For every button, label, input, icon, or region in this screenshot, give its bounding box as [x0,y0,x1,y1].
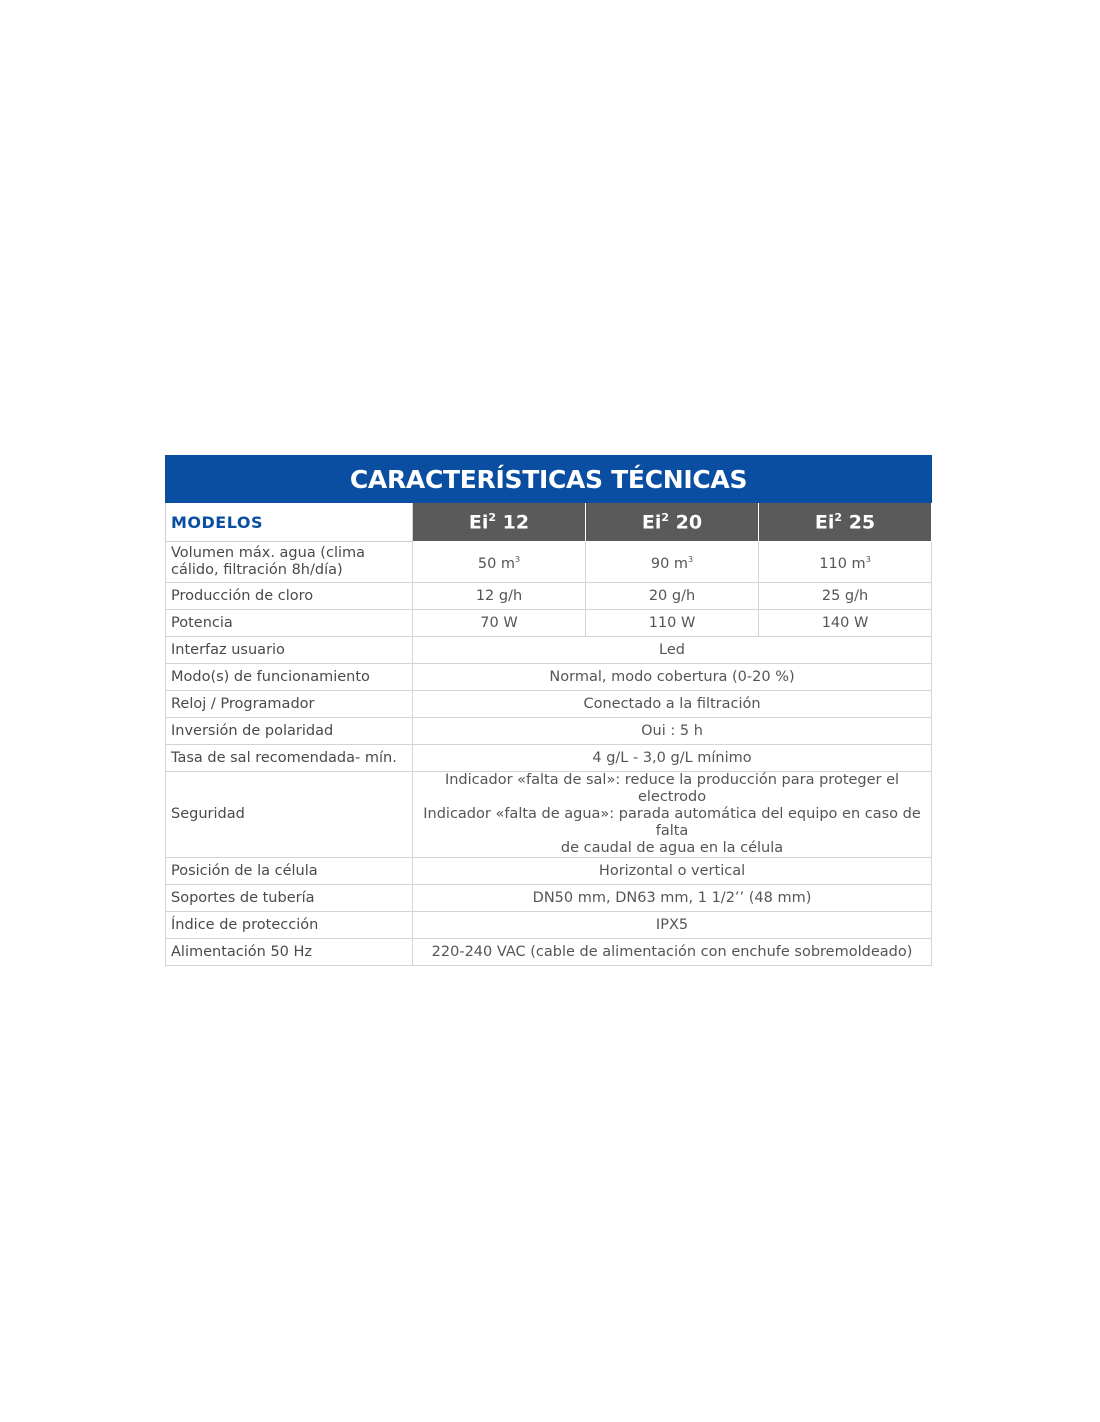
row-reloj [166,691,932,718]
row-label: Posición de la célula [166,858,413,885]
value-cell: 25 g/h [759,583,932,610]
row-label: Reloj / Programador [166,691,413,718]
value-cell: Oui : 5 h [413,718,932,745]
value-line: de caudal de agua en la célula [560,840,784,856]
row-label: Alimentación 50 Hz [166,939,413,966]
value-cell: 4 g/L - 3,0 g/L mínimo [413,745,932,772]
value-cell: 50 $m^3$ [413,542,586,583]
row-volumen [166,542,932,583]
value-cell: 90 $m^3$ [586,542,759,583]
row-interfaz [166,637,932,664]
value-line: Indicador «falta de sal»: reduce la producción para proteger el electrodo [444,772,900,805]
row-tasa [166,745,932,772]
value-cell: Normal, modo cobertura (0-20 %) [413,664,932,691]
row-indice [166,912,932,939]
row-soportes [166,885,932,912]
row-label: Seguridad [166,772,413,858]
row-label: Producción de cloro [166,583,413,610]
model-header-ei20: Ei$^2$ 20 [586,503,759,542]
row-potencia [166,610,932,637]
row-label: Inversión de polaridad [166,718,413,745]
value-cell: 20 g/h [586,583,759,610]
row-label: Modo(s) de funcionamiento [166,664,413,691]
value-cell: 140 W [759,610,932,637]
value-cell: Horizontal o vertical [413,858,932,885]
value-cell: 70 W [413,610,586,637]
value-cell: Led [413,637,932,664]
row-modo [166,664,932,691]
value-cell: 110 $m^3$ [759,542,932,583]
row-label: Índice de protección [166,912,413,939]
row-label: Interfaz usuario [166,637,413,664]
row-posicion [166,858,932,885]
row-seguridad [166,772,932,858]
model-header-ei25: Ei$^2$ 25 [759,503,932,542]
model-header-ei12: Ei$^2$ 12 [413,503,586,542]
row-alimentacion [166,939,932,966]
table-title: CARACTERÍSTICAS TÉCNICAS [166,456,932,503]
models-label: MODELOS [166,503,413,542]
value-cell [413,772,932,858]
value-cell: IPX5 [413,912,932,939]
row-produccion [166,583,932,610]
value-cell: 12 g/h [413,583,586,610]
row-label: Tasa de sal recomendada- mín. [166,745,413,772]
row-inversion [166,718,932,745]
value-cell: DN50 mm, DN63 mm, 1 1/2’’ (48 mm) [413,885,932,912]
row-label: Volumen máx. agua (clima cálido, filtración 8h/día) [166,542,413,583]
row-label: Soportes de tubería [166,885,413,912]
spec-table [165,455,932,966]
value-line: Indicador «falta de agua»: parada automática del equipo en caso de falta [423,806,921,839]
value-cell: Conectado a la filtración [413,691,932,718]
row-label: Potencia [166,610,413,637]
value-cell: 220-240 VAC (cable de alimentación con enchufe sobremoldeado) [413,939,932,966]
value-cell: 110 W [586,610,759,637]
